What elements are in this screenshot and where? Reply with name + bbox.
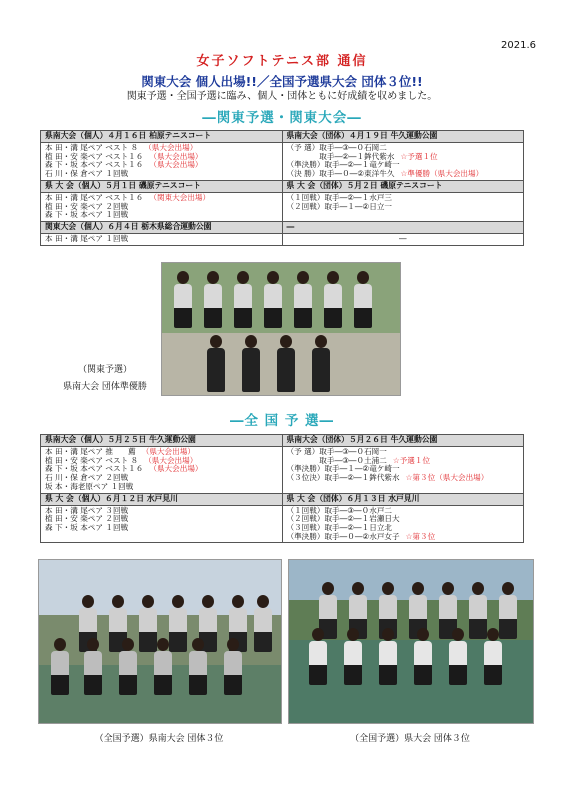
result-note: ☆予選１位 (400, 151, 438, 161)
result-text: 本 田・溝 尾ペア ３回戦 (45, 505, 129, 515)
photo-caption-line-2: 県南大会 団体準優勝 (63, 382, 147, 392)
result-text: 植 田・安 楽ペア ベスト１６ (45, 151, 144, 161)
result-note: （県大会出場） (149, 151, 203, 161)
team-photo-prefecture-3rd (288, 559, 534, 724)
result-text: （３回戦）取手―②―１日立北 (286, 522, 393, 532)
person-head (177, 271, 189, 284)
result-cell (41, 233, 283, 245)
result-text: 坂 本・海老原ペア １回戦 (45, 481, 134, 491)
result-text: （２回戦）取手―②―１岩瀬日大 (286, 514, 400, 524)
national-results-table (40, 434, 524, 543)
person-head (232, 595, 244, 608)
person-head (157, 638, 169, 651)
person-head (297, 271, 309, 284)
section-title-national: ―全 国 予 選― (229, 413, 335, 429)
result-text: （予 選）取手―③―０石岡一 (286, 446, 387, 456)
person-head (347, 628, 359, 641)
result-text: 本 田・溝 尾ペア １回戦 (45, 233, 129, 243)
table-header-cell: ― (282, 221, 524, 233)
newsletter-title: 女子ソフトテニス部 通信 (196, 54, 368, 69)
person-head (382, 582, 394, 595)
person-figure (174, 284, 192, 328)
result-cell (282, 233, 524, 245)
person-head (202, 595, 214, 608)
result-note: ☆第３位（県大会出場） (405, 473, 489, 483)
person-head (87, 638, 99, 651)
result-line (45, 483, 278, 492)
result-text: （準決勝）取手―０―②水戸女子 (286, 531, 400, 541)
result-cell (282, 192, 524, 221)
result-text: （３位決）取手―②―１鉾代紫水 (286, 473, 400, 483)
person-head (417, 628, 429, 641)
person-figure (204, 284, 222, 328)
person-figure (264, 284, 282, 328)
result-text: 植 田・安 楽ペア ２回戦 (45, 514, 129, 524)
result-text: 石 川・保 倉ペア ２回戦 (45, 473, 129, 483)
result-cell (41, 192, 283, 221)
person-head (112, 595, 124, 608)
person-head (452, 628, 464, 641)
person-head (412, 582, 424, 595)
result-line (45, 235, 278, 244)
person-figure (169, 608, 187, 652)
result-text: ― (398, 233, 407, 243)
person-head (237, 271, 249, 284)
photo-caption-kanto (60, 362, 150, 392)
table-header-cell: 県南大会（個人）４月１６日 柏原テニスコート (41, 131, 283, 143)
person-head (280, 335, 292, 348)
headline: 関東大会 個人出場!!／全国予選県大会 団体３位!! (141, 74, 423, 89)
result-text: 本 田・溝 尾ペア ベスト１６ (45, 192, 144, 202)
person-head (122, 638, 134, 651)
photo-caption-kennan: （全国予選）県南大会 団体３位 (94, 734, 224, 744)
person-figure (324, 284, 342, 328)
table-header-cell: 県 大 会（団体）６月１３日 水戸見川 (282, 493, 524, 505)
person-figure (254, 608, 272, 652)
photo-caption-prefecture: （全国予選）県大会 団体３位 (350, 734, 470, 744)
person-figure (354, 284, 372, 328)
person-figure (294, 284, 312, 328)
person-head (382, 628, 394, 641)
person-figure (484, 641, 502, 685)
result-cell (41, 505, 283, 543)
result-text: （１回戦）取手―②―１水戸三 (286, 192, 393, 202)
kanto-results-table (40, 130, 524, 246)
result-text: 取手―③―０土浦二 (286, 455, 387, 465)
person-head (315, 335, 327, 348)
person-head (487, 628, 499, 641)
result-note: ☆予選１位 (392, 455, 431, 465)
person-figure (309, 641, 327, 685)
person-figure (84, 651, 102, 695)
result-text: 本 田・溝 尾ペア ベスト ８ (45, 142, 139, 152)
result-note: ☆第３位 (405, 531, 436, 541)
result-note: （県大会出場） (144, 455, 198, 465)
person-head (322, 582, 334, 595)
person-figure (224, 651, 242, 695)
person-figure (139, 608, 157, 652)
result-text: 植 田・安 楽ペア ベスト ８ (45, 455, 139, 465)
result-line (287, 235, 520, 244)
result-note: （関東大会出場） (149, 192, 211, 202)
table-header-cell: 県南大会（個人）５月２５日 牛久運動公園 (41, 435, 283, 447)
person-figure (312, 348, 330, 392)
photo-caption-line-1: （関東予選） (77, 365, 132, 375)
person-figure (414, 641, 432, 685)
result-line (45, 524, 278, 533)
person-figure (189, 651, 207, 695)
table-header-cell: 県 大 会（団体）５月２日 磯原テニスコート (282, 180, 524, 192)
person-head (172, 595, 184, 608)
result-note: （県大会出場） (149, 160, 203, 170)
summary-text: 関東予選・全国予選に臨み、個人・団体ともに好成績を収めました。 (126, 91, 438, 102)
result-note: （県大会出場） (149, 464, 203, 474)
table-header-cell: 県 大 会（個人）５月１日 磯原テニスコート (41, 180, 283, 192)
person-figure (119, 651, 137, 695)
person-head (54, 638, 66, 651)
result-cell (41, 446, 283, 493)
result-line (287, 203, 520, 212)
result-text: 森 下・坂 本ペア １回戦 (45, 522, 129, 532)
result-cell (282, 446, 524, 493)
result-line (45, 211, 278, 220)
result-line (45, 170, 278, 179)
result-cell (282, 505, 524, 543)
result-text: 森 下・坂 本ペア ベスト１６ (45, 464, 144, 474)
person-head (327, 271, 339, 284)
person-head (227, 638, 239, 651)
result-text: 森 下・坂 本ペア ベスト１６ (45, 160, 144, 170)
person-head (472, 582, 484, 595)
result-text: （１回戦）取手―③―０水戸二 (286, 505, 393, 515)
person-figure (449, 641, 467, 685)
person-figure (499, 595, 517, 639)
result-text: （予 選）取手―③―０石岡二 (286, 142, 387, 152)
result-text: 取手―②―１鉾代紫水 (286, 151, 395, 161)
person-figure (242, 348, 260, 392)
result-cell (282, 142, 524, 180)
result-text: （決 勝）取手―０―②東洋牛久 (286, 169, 395, 179)
result-text: （準決勝）取手―１―②竜ケ崎一 (286, 464, 400, 474)
person-figure (207, 348, 225, 392)
person-head (357, 271, 369, 284)
result-note: ☆準優勝（県大会出場） (400, 169, 484, 179)
person-head (245, 335, 257, 348)
person-head (207, 271, 219, 284)
result-line (287, 474, 520, 483)
result-text: 森 下・坂 本ペア １回戦 (45, 210, 129, 220)
person-head (502, 582, 514, 595)
table-header-cell: 県 大 会（個人）６月１２日 水戸見川 (41, 493, 283, 505)
person-head (192, 638, 204, 651)
person-figure (277, 348, 295, 392)
team-photo-kanto-qualifier (161, 262, 401, 396)
person-head (257, 595, 269, 608)
person-head (210, 335, 222, 348)
person-figure (379, 641, 397, 685)
issue-date: 2021.6 (501, 40, 536, 51)
result-text: 石 川・保 倉ペア １回戦 (45, 169, 129, 179)
table-header-cell: 県南大会（団体）４月１９日 牛久運動公園 (282, 131, 524, 143)
person-head (82, 595, 94, 608)
person-figure (154, 651, 172, 695)
result-line (287, 170, 520, 179)
table-header-cell: 関東大会（個人）６月４日 栃木県総合運動公園 (41, 221, 283, 233)
person-figure (51, 651, 69, 695)
result-text: （２回戦）取手―１―②日立一 (286, 201, 393, 211)
result-note: （県大会出場） (144, 142, 198, 152)
person-figure (234, 284, 252, 328)
person-figure (469, 595, 487, 639)
person-head (442, 582, 454, 595)
result-text: 本 田・溝 尾ペア 推 薦 (45, 446, 136, 456)
result-note: （県大会出場） (141, 446, 195, 456)
person-head (312, 628, 324, 641)
section-title-kanto: ―関東予選・関東大会― (202, 110, 362, 126)
person-head (142, 595, 154, 608)
person-figure (344, 641, 362, 685)
result-text: （準決勝）取手―②―１竜ケ崎一 (286, 160, 400, 170)
result-text: 植 田・安 楽ペア ２回戦 (45, 201, 129, 211)
person-head (352, 582, 364, 595)
person-head (267, 271, 279, 284)
table-header-cell: 県南大会（団体）５月２６日 牛久運動公園 (282, 435, 524, 447)
result-line (287, 533, 520, 542)
result-cell (41, 142, 283, 180)
team-photo-kennan-3rd (38, 559, 282, 724)
